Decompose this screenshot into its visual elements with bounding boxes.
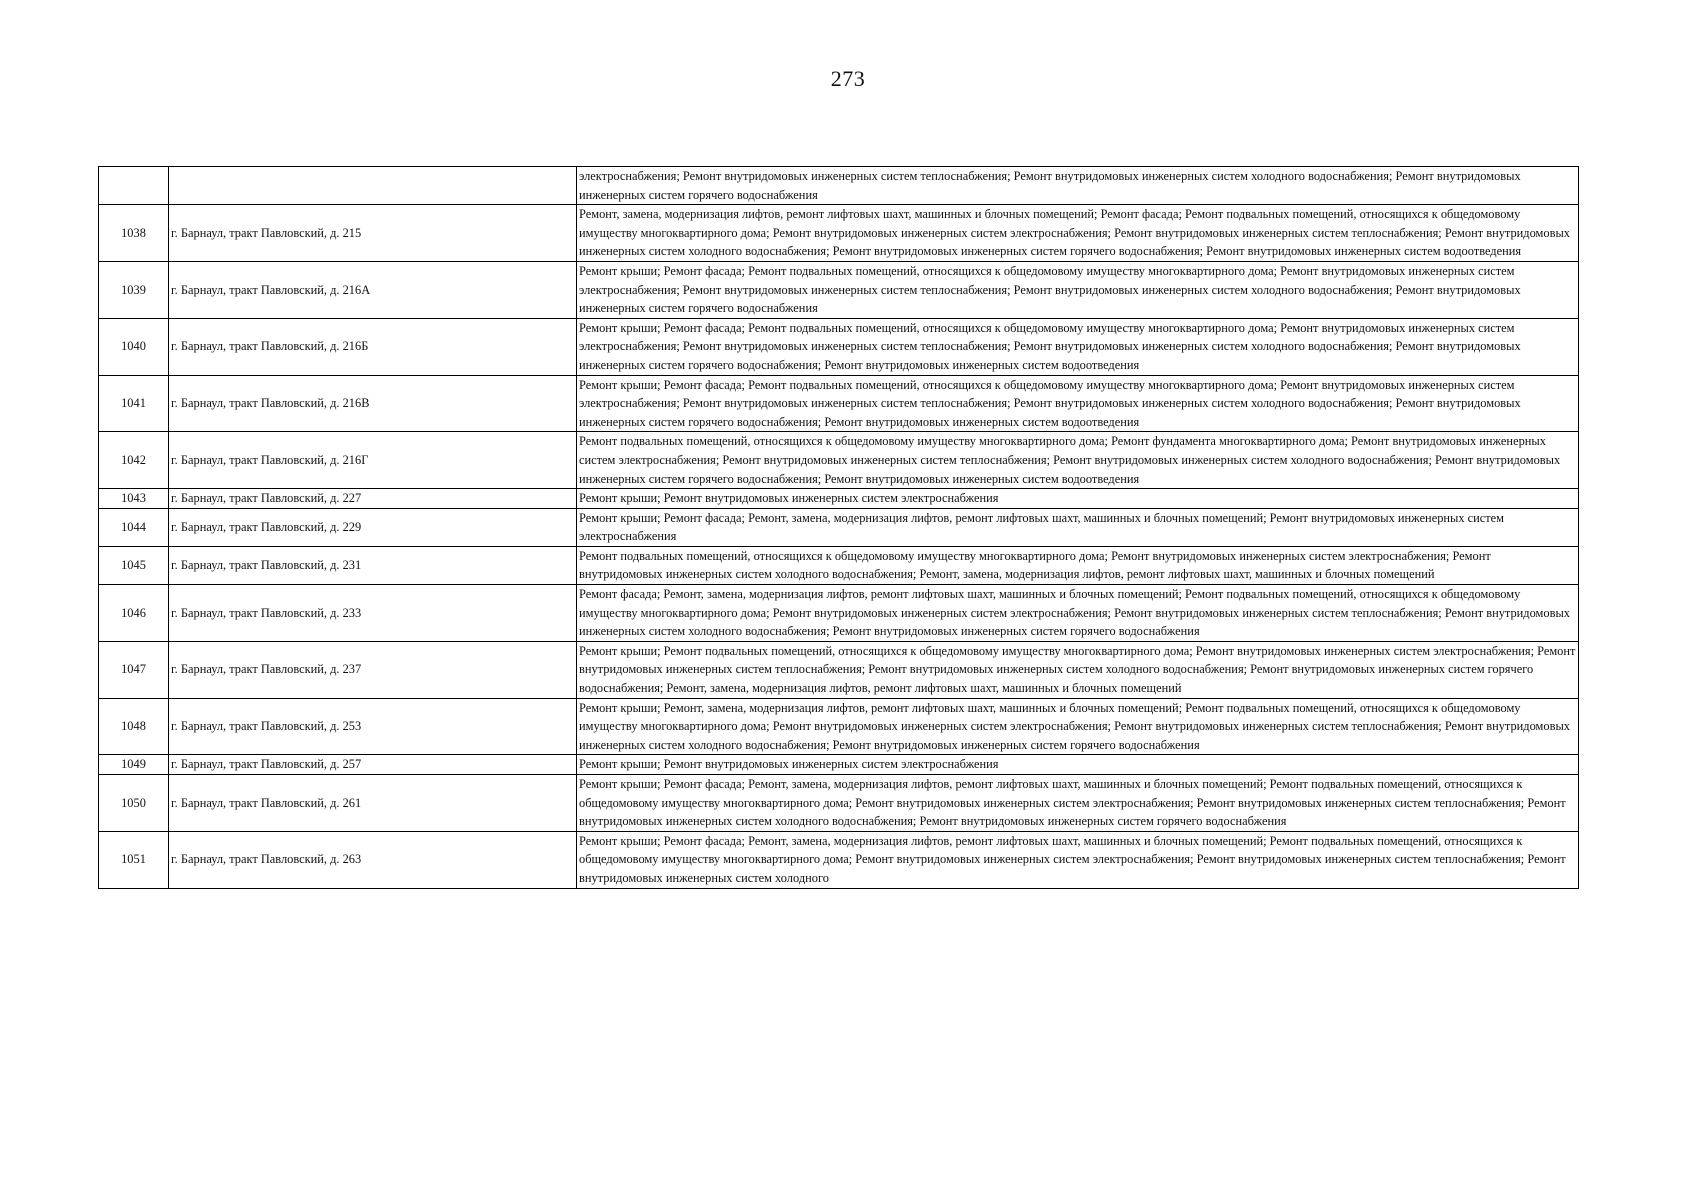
row-address: г. Барнаул, тракт Павловский, д. 216А	[169, 261, 577, 318]
row-number: 1046	[99, 585, 169, 642]
row-address: г. Барнаул, тракт Павловский, д. 227	[169, 489, 577, 509]
row-number: 1044	[99, 508, 169, 546]
row-address: г. Барнаул, тракт Павловский, д. 263	[169, 831, 577, 888]
table-row	[99, 755, 1579, 775]
repair-works-table	[98, 166, 1579, 889]
row-address: г. Барнаул, тракт Павловский, д. 231	[169, 546, 577, 584]
table-row	[99, 546, 1579, 584]
table-row	[99, 775, 1579, 832]
row-works: Ремонт подвальных помещений, относящихся к общедомовому имуществу многоквартирного дома; Ремонт внутридомовых инженерных систем электроснабжения; Ремонт внутридомовых инженерных систем холодного водоснабжения; Ремонт, замена, модернизация лифтов, ремонт лифтовых шахт, машинных и блочных помещений	[577, 546, 1579, 584]
row-address: г. Барнаул, тракт Павловский, д. 215	[169, 205, 577, 262]
row-works: Ремонт крыши; Ремонт фасада; Ремонт, замена, модернизация лифтов, ремонт лифтовых шахт, машинных и блочных помещений; Ремонт внутридомовых инженерных систем электроснабжения	[577, 508, 1579, 546]
row-number: 1047	[99, 641, 169, 698]
table-row	[99, 432, 1579, 489]
row-address: г. Барнаул, тракт Павловский, д. 257	[169, 755, 577, 775]
row-works: Ремонт подвальных помещений, относящихся к общедомовому имуществу многоквартирного дома; Ремонт фундамента многоквартирного дома; Ремонт внутридомовых инженерных систем электроснабжения; Ремонт внутридомовых инженерных систем теплоснабжения; Ремонт внутридомовых инженерных систем холодного водоснабжения; Ремонт внутридомовых инженерных систем горячего водоснабжения; Ремонт внутридомовых инженерных систем водоотведения	[577, 432, 1579, 489]
table-row	[99, 205, 1579, 262]
row-works: Ремонт фасада; Ремонт, замена, модернизация лифтов, ремонт лифтовых шахт, машинных и блочных помещений; Ремонт подвальных помещений, относящихся к общедомовому имуществу многоквартирного дома; Ремонт внутридомовых инженерных систем электроснабжения; Ремонт внутридомовых инженерных систем теплоснабжения; Ремонт внутридомовых инженерных систем холодного водоснабжения; Ремонт внутридомовых инженерных систем горячего водоснабжения	[577, 585, 1579, 642]
page-number: 273	[830, 66, 866, 91]
row-address: г. Барнаул, тракт Павловский, д. 233	[169, 585, 577, 642]
row-address: г. Барнаул, тракт Павловский, д. 229	[169, 508, 577, 546]
row-works: Ремонт крыши; Ремонт внутридомовых инженерных систем электроснабжения	[577, 489, 1579, 509]
table-row	[99, 831, 1579, 888]
table-row	[99, 508, 1579, 546]
row-address: г. Барнаул, тракт Павловский, д. 237	[169, 641, 577, 698]
row-number: 1049	[99, 755, 169, 775]
row-works: электроснабжения; Ремонт внутридомовых инженерных систем теплоснабжения; Ремонт внутридомовых инженерных систем холодного водоснабжения; Ремонт внутридомовых инженерных систем горячего водоснабжения	[577, 167, 1579, 205]
row-works: Ремонт крыши; Ремонт, замена, модернизация лифтов, ремонт лифтовых шахт, машинных и блочных помещений; Ремонт подвальных помещений, относящихся к общедомовому имуществу многоквартирного дома; Ремонт внутридомовых инженерных систем электроснабжения; Ремонт внутридомовых инженерных систем теплоснабжения; Ремонт внутридомовых инженерных систем холодного водоснабжения; Ремонт внутридомовых инженерных систем горячего водоснабжения	[577, 698, 1579, 755]
row-number: 1051	[99, 831, 169, 888]
row-number: 1041	[99, 375, 169, 432]
row-address	[169, 167, 577, 205]
row-works: Ремонт крыши; Ремонт подвальных помещений, относящихся к общедомовому имуществу многоквартирного дома; Ремонт внутридомовых инженерных систем электроснабжения; Ремонт внутридомовых инженерных систем теплоснабжения; Ремонт внутридомовых инженерных систем холодного водоснабжения; Ремонт внутридомовых инженерных систем горячего водоснабжения; Ремонт, замена, модернизация лифтов, ремонт лифтовых шахт, машинных и блочных помещений	[577, 641, 1579, 698]
row-number: 1039	[99, 261, 169, 318]
row-address: г. Барнаул, тракт Павловский, д. 253	[169, 698, 577, 755]
row-works: Ремонт крыши; Ремонт внутридомовых инженерных систем электроснабжения	[577, 755, 1579, 775]
row-number: 1038	[99, 205, 169, 262]
row-address: г. Барнаул, тракт Павловский, д. 216Б	[169, 318, 577, 375]
row-number: 1040	[99, 318, 169, 375]
table-row	[99, 585, 1579, 642]
row-address: г. Барнаул, тракт Павловский, д. 261	[169, 775, 577, 832]
table-row	[99, 375, 1579, 432]
table-row	[99, 698, 1579, 755]
row-address: г. Барнаул, тракт Павловский, д. 216Г	[169, 432, 577, 489]
row-works: Ремонт крыши; Ремонт фасада; Ремонт, замена, модернизация лифтов, ремонт лифтовых шахт, машинных и блочных помещений; Ремонт подвальных помещений, относящихся к общедомовому имуществу многоквартирного дома; Ремонт внутридомовых инженерных систем электроснабжения; Ремонт внутридомовых инженерных систем теплоснабжения; Ремонт внутридомовых инженерных систем холодного водоснабжения; Ремонт внутридомовых инженерных систем горячего водоснабжения	[577, 775, 1579, 832]
row-number: 1042	[99, 432, 169, 489]
row-number	[99, 167, 169, 205]
table-row	[99, 318, 1579, 375]
row-works: Ремонт крыши; Ремонт фасада; Ремонт подвальных помещений, относящихся к общедомовому имуществу многоквартирного дома; Ремонт внутридомовых инженерных систем электроснабжения; Ремонт внутридомовых инженерных систем теплоснабжения; Ремонт внутридомовых инженерных систем холодного водоснабжения; Ремонт внутридомовых инженерных систем горячего водоснабжения; Ремонт внутридомовых инженерных систем водоотведения	[577, 375, 1579, 432]
row-number: 1045	[99, 546, 169, 584]
row-number: 1043	[99, 489, 169, 509]
row-works: Ремонт крыши; Ремонт фасада; Ремонт подвальных помещений, относящихся к общедомовому имуществу многоквартирного дома; Ремонт внутридомовых инженерных систем электроснабжения; Ремонт внутридомовых инженерных систем теплоснабжения; Ремонт внутридомовых инженерных систем холодного водоснабжения; Ремонт внутридомовых инженерных систем горячего водоснабжения	[577, 261, 1579, 318]
row-works: Ремонт крыши; Ремонт фасада; Ремонт, замена, модернизация лифтов, ремонт лифтовых шахт, машинных и блочных помещений; Ремонт подвальных помещений, относящихся к общедомовому имуществу многоквартирного дома; Ремонт внутридомовых инженерных систем электроснабжения; Ремонт внутридомовых инженерных систем теплоснабжения; Ремонт внутридомовых инженерных систем холодного	[577, 831, 1579, 888]
row-number: 1050	[99, 775, 169, 832]
row-works: Ремонт, замена, модернизация лифтов, ремонт лифтовых шахт, машинных и блочных помещений; Ремонт фасада; Ремонт подвальных помещений, относящихся к общедомовому имуществу многоквартирного дома; Ремонт внутридомовых инженерных систем электроснабжения; Ремонт внутридомовых инженерных систем теплоснабжения; Ремонт внутридомовых инженерных систем холодного водоснабжения; Ремонт внутридомовых инженерных систем горячего водоснабжения; Ремонт внутридомовых инженерных систем водоотведения	[577, 205, 1579, 262]
table-row	[99, 261, 1579, 318]
table-row	[99, 167, 1579, 205]
row-number: 1048	[99, 698, 169, 755]
row-works: Ремонт крыши; Ремонт фасада; Ремонт подвальных помещений, относящихся к общедомовому имуществу многоквартирного дома; Ремонт внутридомовых инженерных систем электроснабжения; Ремонт внутридомовых инженерных систем теплоснабжения; Ремонт внутридомовых инженерных систем холодного водоснабжения; Ремонт внутридомовых инженерных систем горячего водоснабжения; Ремонт внутридомовых инженерных систем водоотведения	[577, 318, 1579, 375]
table-row	[99, 641, 1579, 698]
table-row	[99, 489, 1579, 509]
row-address: г. Барнаул, тракт Павловский, д. 216В	[169, 375, 577, 432]
